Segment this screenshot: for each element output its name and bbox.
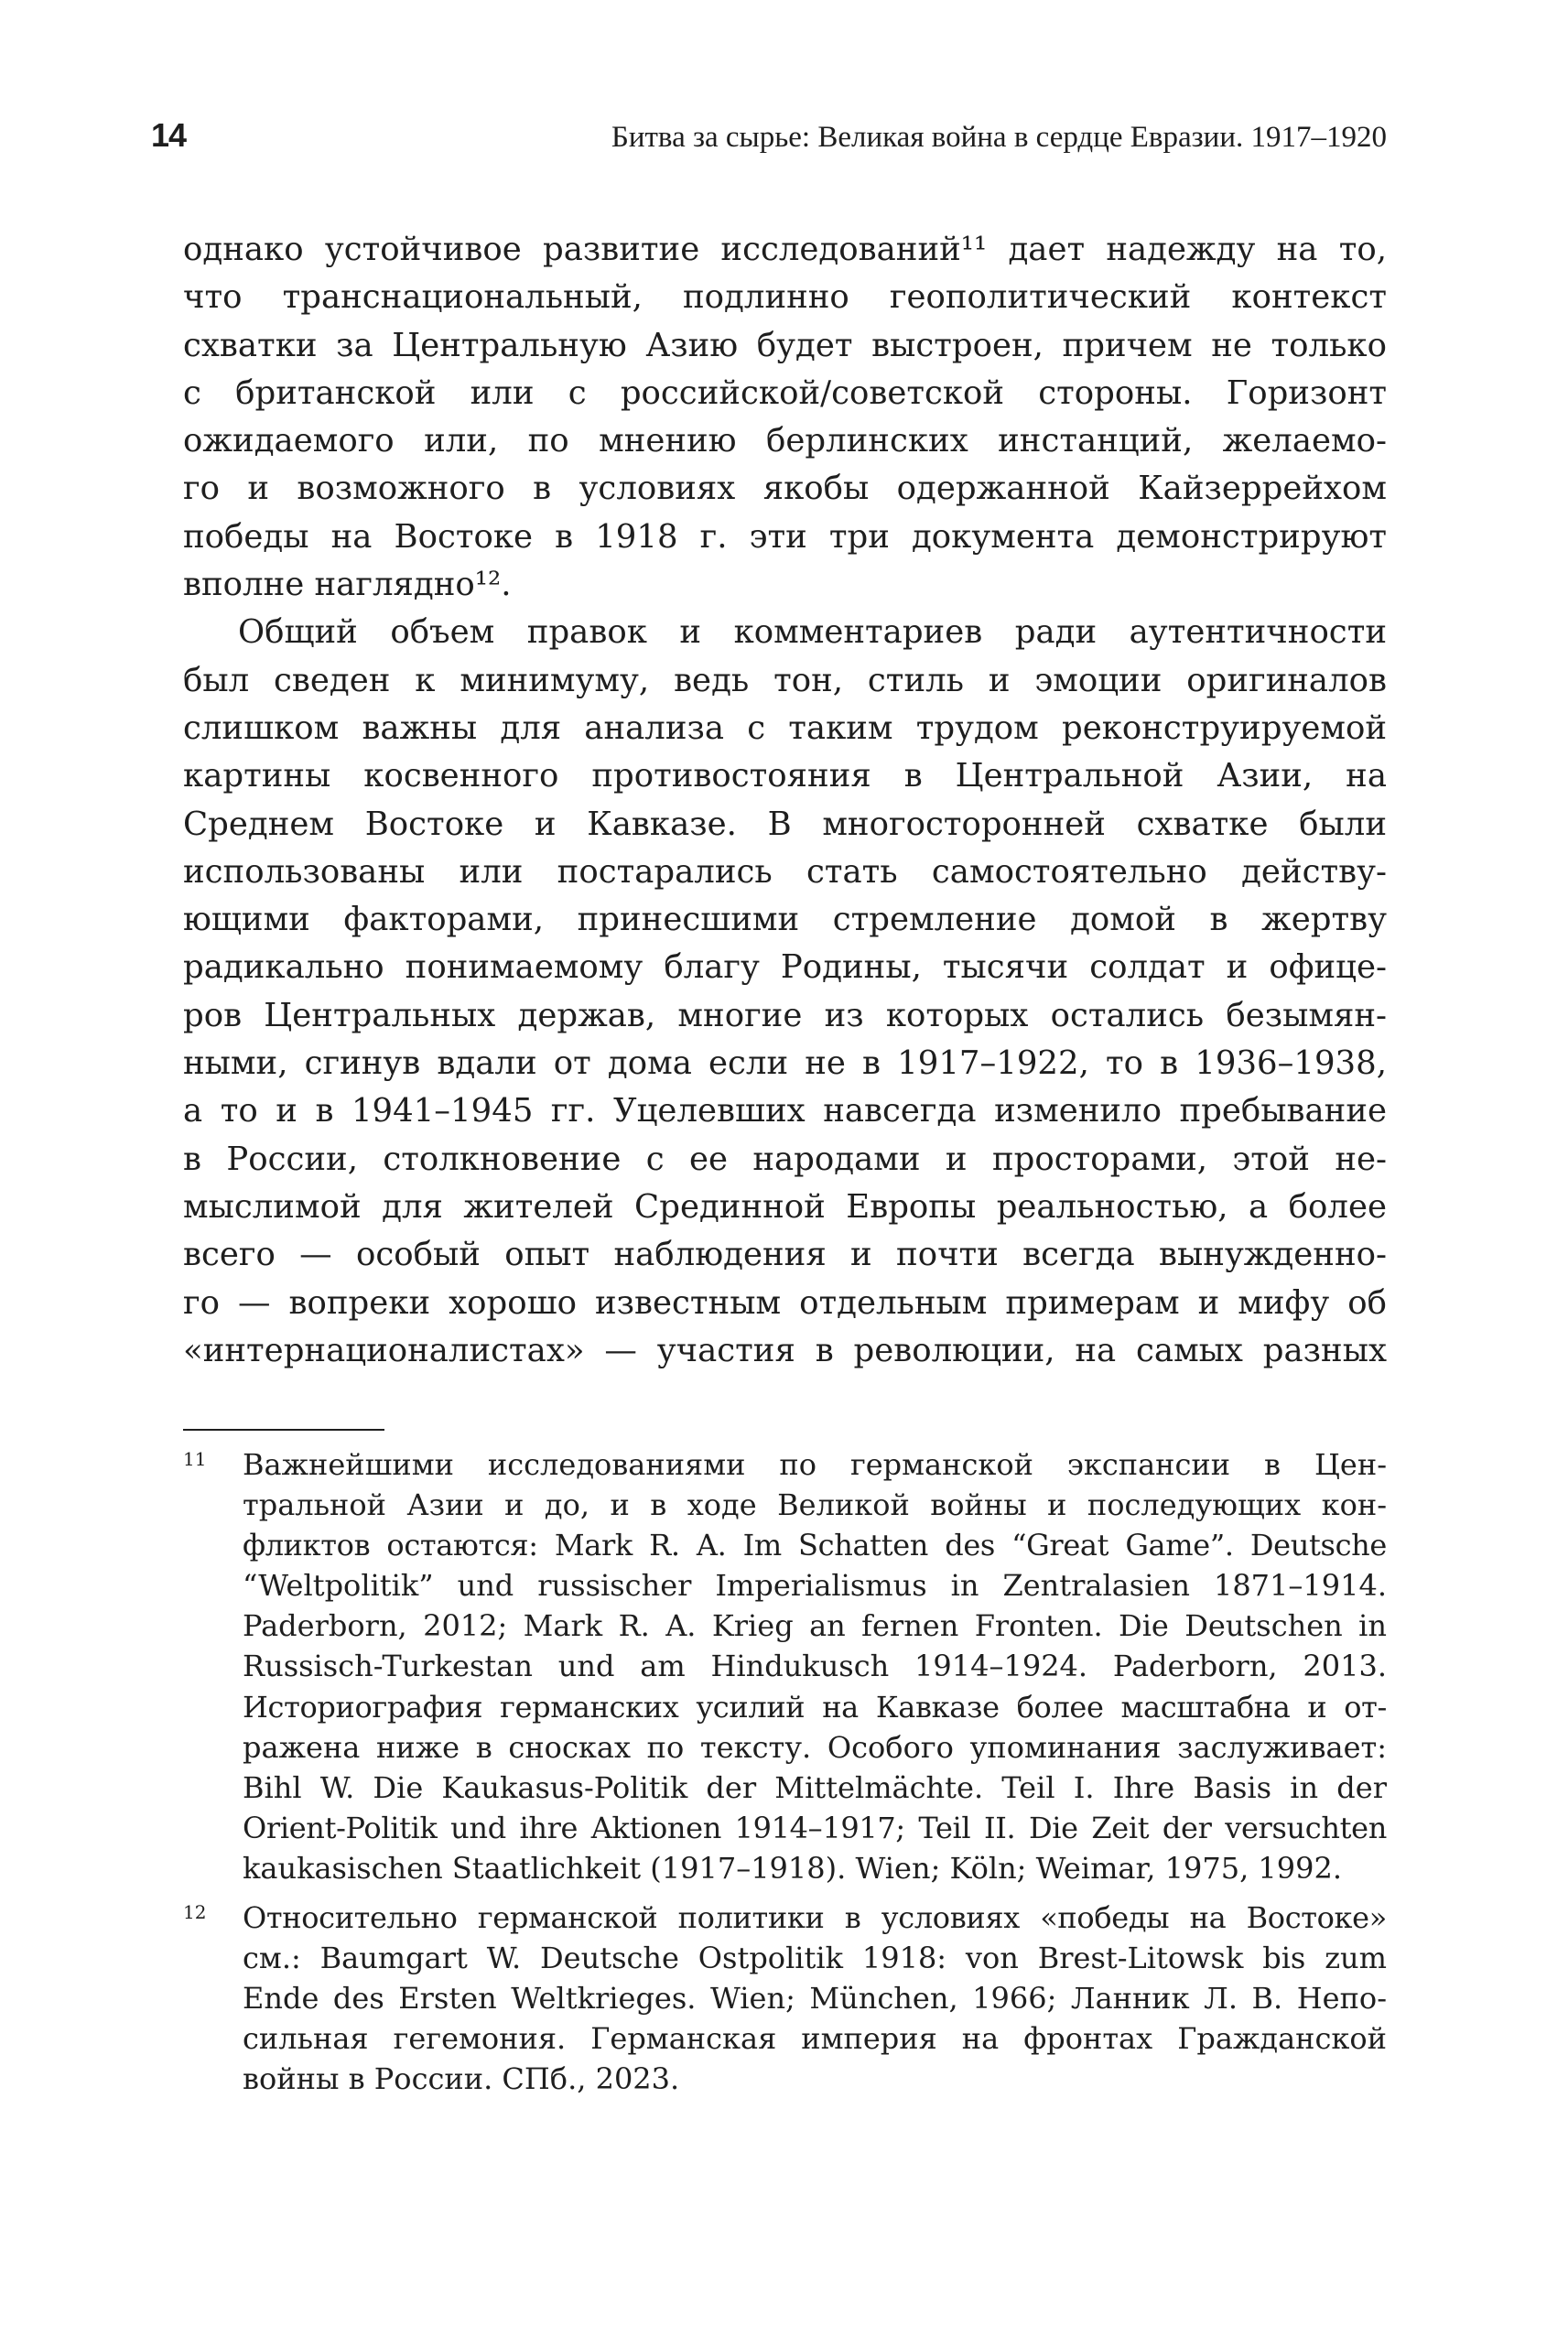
body-text [183, 226, 1387, 1375]
body-line: победы на Востоке в 1918 г. эти три документа демонстрируют [183, 517, 1387, 556]
body-line: го и возможного в условиях якобы одержанной Кайзеррейхом [183, 470, 1387, 508]
body-line: однако устойчивое развитие исследований¹¹ дает надежду на то, [183, 231, 1387, 268]
body-line: ными, сгинув вдали от дома если не в 1917–1922, то в 1936–1938, [183, 1044, 1387, 1083]
body-line: мыслимой для жителей Срединной Европы реальностью, а более [183, 1187, 1387, 1226]
footnote-line: kaukasischen Staatlichkeit (1917–1918). Wien; Köln; Weimar, 1975, 1992. [243, 1850, 1343, 1886]
body-line: слишком важны для анализа с таким трудом реконструируемой [183, 708, 1387, 747]
body-line: Среднем Востоке и Кавказе. В многосторонней схватке были [183, 805, 1387, 843]
body-line: что транснациональный, подлинно геополитический контекст [183, 278, 1387, 317]
body-line: го — вопреки хорошо известным отдельным примерам и мифу об [183, 1283, 1387, 1322]
running-title: Битва за сырье: Великая война в сердце Евразии. 1917–1920 [611, 121, 1387, 154]
body-line: ющими факторами, принесшими стремление домой в жертву [183, 901, 1387, 939]
footnote-line: Orient-Politik und ihre Aktionen 1914–1917; Teil II. Die Zeit der versuchten [243, 1810, 1387, 1845]
footnote-number: 12 [183, 1901, 207, 1924]
footnote-line: Paderborn, 2012; Mark R. A. Krieg an fernen Fronten. Die Deutschen in [243, 1608, 1387, 1644]
footnote-line: Ende des Ersten Weltkrieges. Wien; München, 1966; Ланник Л. В. Непо- [243, 1981, 1387, 2017]
body-line: ожидаемого или, по мнению берлинских инстанций, желаемо- [183, 422, 1387, 460]
footnote-line: см.: Baumgart W. Deutsche Ostpolitik 1918: von Brest-Litowsk bis zum [243, 1941, 1387, 1976]
footnote-line: Важнейшими исследованиями по германской экспансии в Цен- [243, 1447, 1387, 1482]
body-line: использованы или постарались стать самостоятельно действу- [183, 852, 1387, 891]
footnote-line: ражена ниже в сносках по тексту. Особого упоминания заслуживает: [243, 1729, 1387, 1765]
footnote-line: Историография германских усилий на Кавказе более масштабна и от- [243, 1689, 1387, 1725]
body-line: Общий объем правок и комментариев ради аутентичности [238, 613, 1387, 652]
page-number: 14 [151, 116, 187, 154]
body-line: радикально понимаемому благу Родины, тысячи солдат и офице- [183, 948, 1387, 987]
footnote-11 [183, 1444, 1387, 1888]
footnote-line: сильная гегемония. Германская империя на фронтах Гражданской [243, 2021, 1387, 2057]
body-line: вполне наглядно¹². [183, 566, 512, 604]
body-line: ров Центральных держав, многие из которых остались безымян- [183, 996, 1387, 1034]
footnote-number: 11 [183, 1448, 207, 1470]
body-line: а то и в 1941–1945 гг. Уцелевших навсегда изменило пребывание [183, 1092, 1387, 1130]
footnote-line: войны в России. СПб., 2023. [243, 2061, 680, 2097]
body-line: всего — особый опыт наблюдения и почти всегда вынужденно- [183, 1236, 1387, 1274]
body-line: был сведен к минимуму, ведь тон, стиль и эмоции оригиналов [183, 661, 1387, 699]
footnote-line: “Weltpolitik” und russischer Imperialismus in Zentralasien 1871–1914. [243, 1568, 1387, 1604]
footnote-line: Относительно германской политики в условиях «победы на Востоке» [243, 1900, 1387, 1936]
footnote-12 [183, 1898, 1387, 2099]
body-line: схватки за Центральную Азию будет выстроен, причем не только [183, 326, 1387, 364]
footnote-line: Bihl W. Die Kaukasus-Politik der Mittelmächte. Teil I. Ihre Basis in der [243, 1769, 1387, 1805]
running-header [151, 115, 1387, 170]
body-line: картины косвенного противостояния в Центральной Азии, на [183, 757, 1387, 795]
body-line: в России, столкновение с ее народами и просторами, этой не- [183, 1140, 1387, 1178]
footnote-line: фликтов остаются: Mark R. A. Im Schatten des “Great Game”. Deutsche [243, 1528, 1387, 1563]
footnote-line: тральной Азии и до, и в ходе Великой войны и последующих кон- [243, 1487, 1387, 1523]
body-line: «интернационалистах» — участия в революции, на самых разных [183, 1331, 1387, 1369]
body-line: с британской или с российской/советской стороны. Горизонт [183, 373, 1387, 412]
footnote-separator [183, 1429, 384, 1431]
footnote-line: Russisch-Turkestan und am Hindukusch 1914–1924. Paderborn, 2013. [243, 1649, 1387, 1684]
footnotes [183, 1444, 1387, 2100]
